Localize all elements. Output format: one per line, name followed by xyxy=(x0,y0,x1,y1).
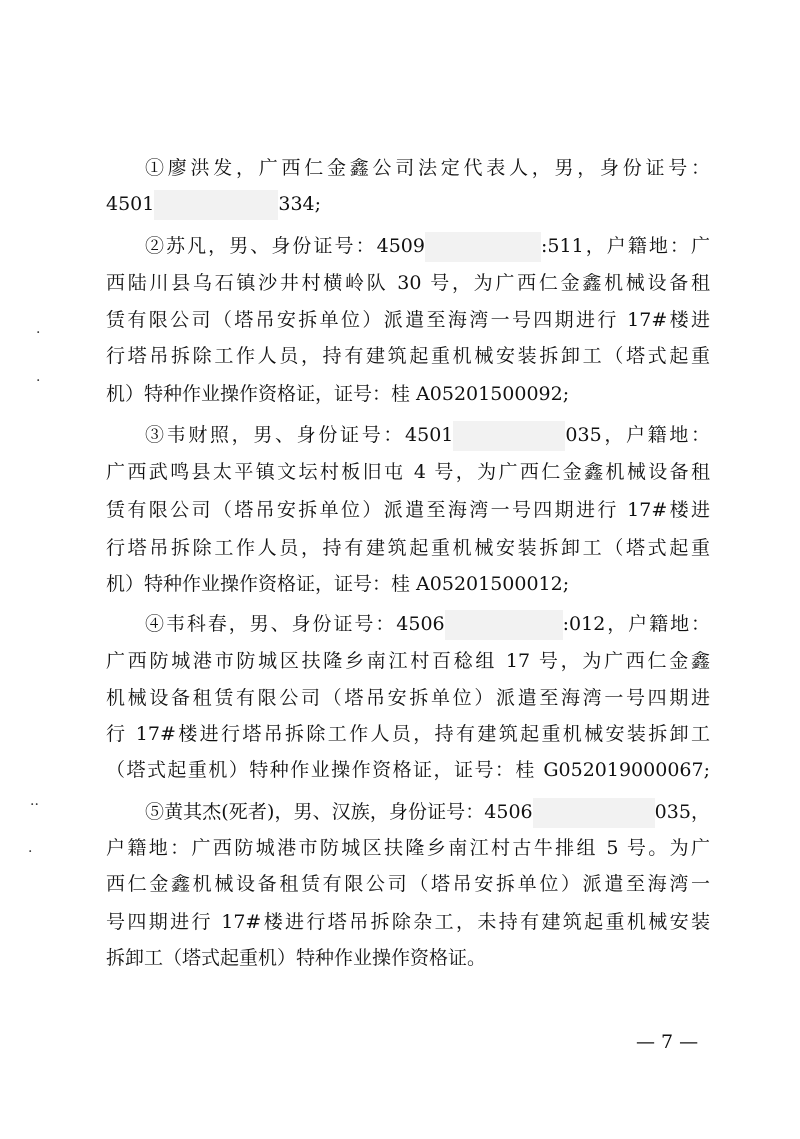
paragraph-line: 西陆川县乌石镇沙井村横岭队 30 号，为广西仁金鑫机械设备租 xyxy=(106,272,710,294)
paragraph-line: 广西防城港市防城区扶隆乡南江村百稔组 17 号，为广西仁金鑫 xyxy=(106,650,710,672)
text-after-redaction: 035，户籍地： xyxy=(565,424,710,446)
paragraph-line: （塔式起重机）特种作业操作资格证，证号：桂 G052019000067; xyxy=(106,759,710,781)
paragraph-line xyxy=(106,186,710,222)
text-after-redaction: :012，户籍地： xyxy=(562,613,710,635)
paragraph-line xyxy=(145,417,710,453)
text-after-redaction: :511，户籍地：广 xyxy=(540,235,710,257)
text-before-redaction: ②苏凡，男、身份证号：4509 xyxy=(145,235,425,257)
text-before-redaction: ④韦科春，男、身份证号：4506 xyxy=(145,613,445,635)
paragraph-line: 机）特种作业操作资格证，证号：桂 A05201500092; xyxy=(106,383,570,405)
paragraph-line: 赁有限公司（塔吊安拆单位）派遣至海湾一号四期进行 17#楼进 xyxy=(106,499,710,521)
paragraph-line: 行塔吊拆除工作人员，持有建筑起重机械安装拆卸工（塔式起重 xyxy=(106,537,710,559)
paragraph-line: 机械设备租赁有限公司（塔吊安拆单位）派遣至海湾一号四期进 xyxy=(106,687,710,709)
text-before-redaction: 4501 xyxy=(106,193,155,215)
paragraph-line: 号四期进行 17#楼进行塔吊拆除杂工，未持有建筑起重机械安装 xyxy=(106,911,710,933)
scan-speck: · xyxy=(36,373,41,389)
paragraph-line: 行塔吊拆除工作人员，持有建筑起重机械安装拆卸工（塔式起重 xyxy=(106,345,710,367)
paragraph-line xyxy=(145,606,710,642)
text-after-redaction: 334; xyxy=(278,193,322,215)
paragraph-line: 户籍地：广西防城港市防城区扶隆乡南江村古牛排组 5 号。为广 xyxy=(106,837,710,859)
page-number: — 7 — xyxy=(636,1031,699,1053)
redaction-block xyxy=(154,190,278,220)
scan-speck: · xyxy=(36,325,41,341)
redaction-block xyxy=(453,421,565,451)
paragraph-line: ①廖洪发，广西仁金鑫公司法定代表人，男，身份证号： xyxy=(145,157,710,179)
paragraph-line: 西仁金鑫机械设备租赁有限公司（塔吊安拆单位）派遣至海湾一 xyxy=(106,873,710,895)
text-before-redaction: ③韦财照，男、身份证号：4501 xyxy=(145,424,454,446)
redaction-block xyxy=(533,798,655,828)
redaction-block xyxy=(425,232,541,262)
scan-speck: · xyxy=(28,844,33,860)
redaction-block xyxy=(445,610,563,640)
paragraph-line xyxy=(145,794,710,830)
scan-speck: ·· xyxy=(30,797,39,813)
paragraph-line xyxy=(145,228,710,264)
text-before-redaction: ⑤黄其杰(死者)，男、汉族，身份证号：4506 xyxy=(145,801,533,823)
paragraph-line: 广西武鸣县太平镇文坛村板旧屯 4 号，为广西仁金鑫机械设备租 xyxy=(106,461,710,483)
paragraph-line: 拆卸工（塔式起重机）特种作业操作资格证。 xyxy=(106,947,487,969)
paragraph-line: 行 17#楼进行塔吊拆除工作人员，持有建筑起重机械安装拆卸工 xyxy=(106,723,710,745)
text-after-redaction: 035， xyxy=(654,801,710,823)
paragraph-line: 机）特种作业操作资格证，证号：桂 A05201500012; xyxy=(106,573,570,595)
paragraph-line: 赁有限公司（塔吊安拆单位）派遣至海湾一号四期进行 17#楼进 xyxy=(106,309,710,331)
